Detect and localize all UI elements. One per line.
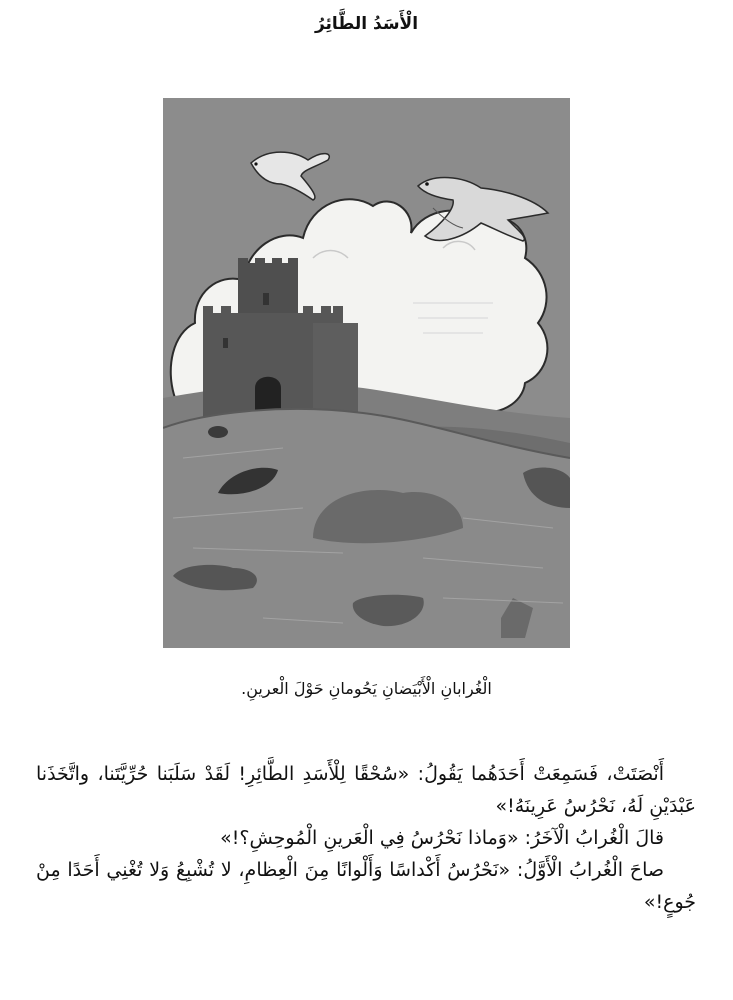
running-title: الْأَسَدُ الطَّائِرُ [314,14,419,34]
paragraph: أَنْصَتَتْ، فَسَمِعَتْ أَحَدَهُما يَقُولُ: «سُحْقًا لِلْأَسَدِ الطَّائِرِ! لَقَدْ سَلَبَنا حُرِّيَّتَنا، واتَّخَذَنا عَبْدَيْنِ لَهُ، نَحْرُسُ عَرِينَهُ!» [36,763,696,817]
paragraph: قالَ الْغُرابُ الْآخَرُ: «وَماذا نَحْرُسُ فِي الْعَرينِ الْمُوحِشِ؟!» [220,827,664,849]
paragraph: صاحَ الْغُرابُ الْأَوَّلُ: «نَحْرُسُ أَكْداسًا وَأَلْوانًا مِنَ الْعِظامِ، لا تُشْبِعُ وَلا تُغْنِي أَحَدًا مِنْ جُوعٍ!» [36,859,696,913]
story-text [36,758,696,918]
castle-illustration [163,98,570,648]
figure-caption: الْغُرابانِ الْأَبْيَضانِ يَحُومانِ حَوْلَ الْعرينِ. [241,679,492,698]
